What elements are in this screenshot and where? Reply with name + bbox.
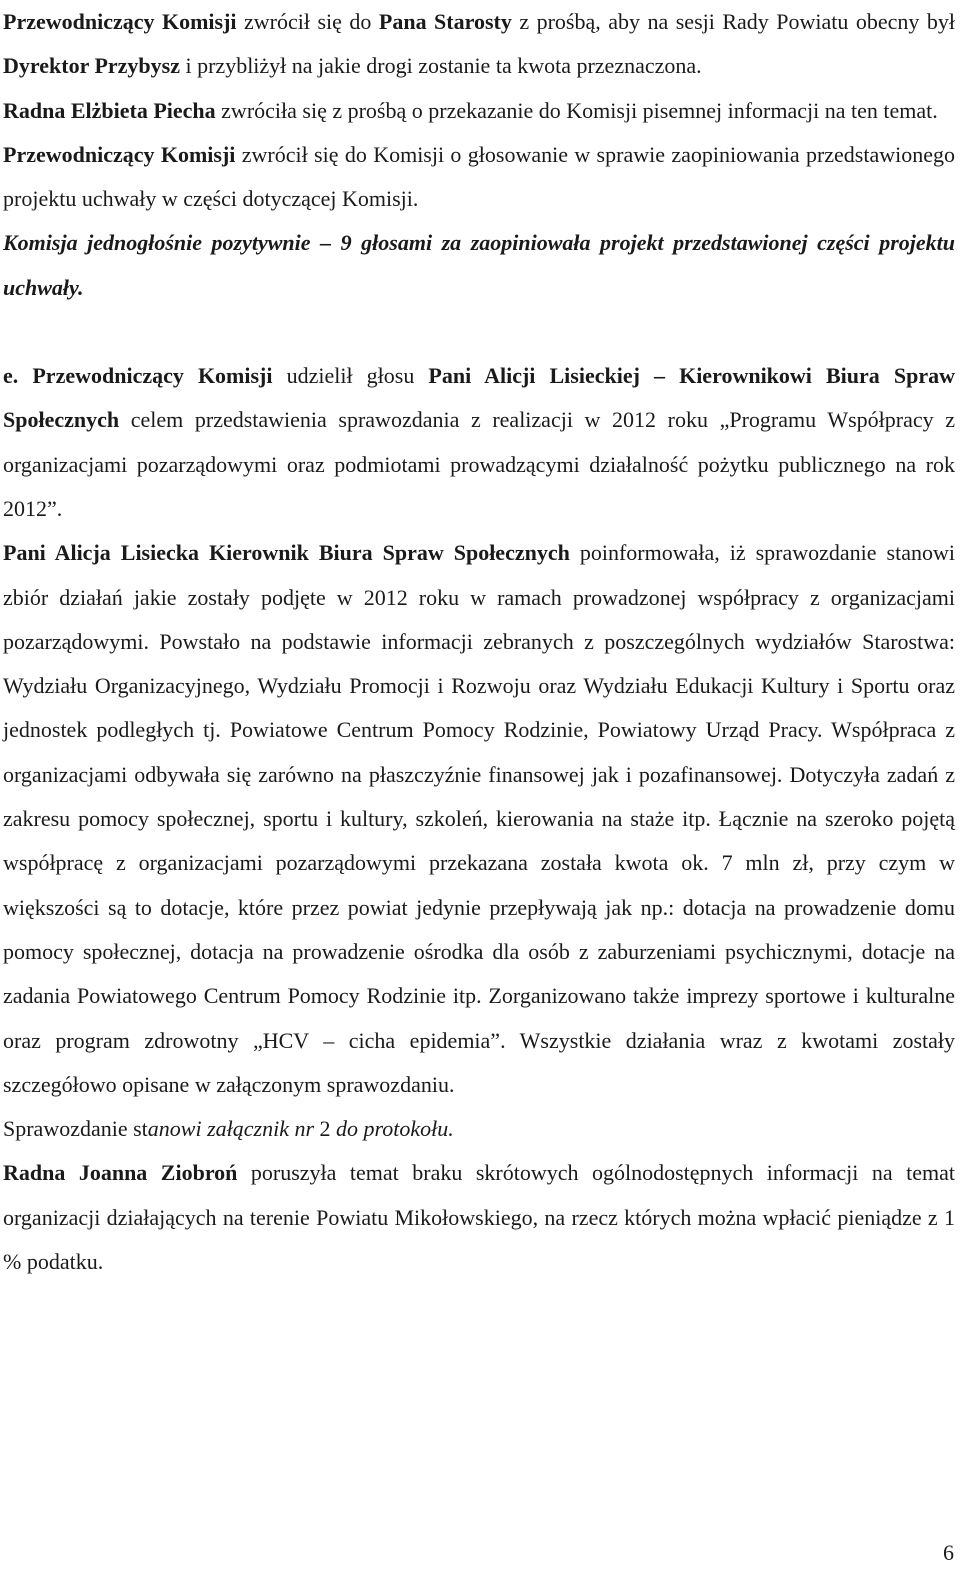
text-segment: Pana Starosty — [378, 9, 512, 34]
text-segment: poinformowała, iż sprawozdanie stanowi zbiór działań jakie zostały podjęte w 2012 roku w ramach prowadzonej współpracy z organizacjami pozarządowymi. Powstało na podstawie informacji zebranych z poszczególnych wydziałów Starostwa: Wydziału Organizacyjnego, Wydziału Promocji i Rozwoju oraz Wydziału Edukacji Kultury i Sportu oraz jednostek podległych tj. Powiatowe Centrum Pomocy Rodzinie, Powiatowy Urząd Pracy. Współpraca z organizacjami odbywała się zarówno na płaszczyźnie finansowej jak i pozafinansowej. Dotyczyła zadań z zakresu pomocy społecznej, sportu i kultury, szkoleń, kierowania na staże itp. Łącznie na szeroko pojętą współpracę z organizacjami pozarządowymi przekazana została kwota ok. 7 mln zł, przy czym w większości są to dotacje, które przez powiat jedynie przepływają jak np.: dotacja na prowadzenie domu pomocy społecznej, dotacja na prowadzenie ośrodka dla osób z zaburzeniami psychicznymi, dotacje na zadania Powiatowego Centrum Pomocy Rodzinie itp. Zorganizowano także imprezy sportowe i kulturalne oraz program zdrowotny „HCV – cicha epidemia”. Wszystkie działania wraz z kwotami zostały szczegółowo opisane w załączonym sprawozdaniu. — [3, 540, 955, 1097]
text-segment: poruszyła temat braku skrótowych ogólnodostępnych informacji na temat organizacji działających na terenie Powiatu Mikołowskiego, na rzecz których można wpłacić pieniądze z 1 % podatku. — [3, 1160, 956, 1275]
paragraph-p6 — [3, 531, 955, 1107]
text-segment: Pani Alicji Lisieckiej – Kierownikowi Biura Spraw Społecznych — [3, 363, 955, 433]
text-segment: do protokołu. — [336, 1116, 454, 1142]
text-segment: zwróciła się z prośbą o przekazanie do Komisji pisemnej informacji na ten temat. — [215, 97, 938, 123]
paragraph-p4 — [3, 221, 955, 310]
text-segment: Radna Elżbieta Piecha — [3, 97, 216, 123]
text-segment: Dyrektor Przybysz — [3, 53, 180, 79]
paragraph-p1 — [3, 0, 955, 89]
paragraph-p5 — [3, 354, 955, 531]
text-segment: e. — [3, 363, 33, 389]
text-segment: Przewodniczący Komisji — [3, 9, 237, 34]
text-segment: z prośbą, aby na sesji Rady Powiatu obecny był — [511, 9, 955, 34]
text-segment: i przybliżył na jakie drogi zostanie ta kwota przeznaczona. — [179, 53, 702, 79]
page-number: 6 — [943, 1540, 954, 1565]
document-page — [3, 0, 955, 1284]
paragraph-p7 — [3, 1107, 955, 1151]
text-segment: zwrócił się do — [236, 9, 379, 34]
text-segment: udzielił głosu — [272, 363, 429, 389]
text-segment: 2 — [314, 1116, 337, 1142]
text-segment: Komisja jednogłośnie pozytywnie – 9 głosami za zaopiniowała projekt przedstawionej części projektu uchwały. — [3, 230, 955, 300]
text-segment: Radna Joanna Ziobroń — [3, 1160, 238, 1186]
text-segment: Przewodniczący Komisji — [3, 141, 236, 167]
document-body — [3, 0, 955, 1284]
text-segment: celem przedstawienia sprawozdania z realizacji w 2012 roku „Programu Współpracy z organizacjami pozarządowymi oraz podmiotami prowadzącymi działalność pożytku publicznego na rok 2012”. — [3, 407, 955, 521]
paragraph-p3 — [3, 133, 955, 222]
paragraph-p8 — [3, 1151, 955, 1284]
paragraph-p2 — [3, 89, 955, 133]
paragraph-spacer — [3, 310, 955, 354]
text-segment: Sprawozdanie st — [3, 1116, 148, 1142]
text-segment: Pani Alicja Lisiecka Kierownik Biura Spraw Społecznych — [3, 540, 570, 566]
text-segment: Przewodniczący Komisji — [32, 363, 273, 389]
text-segment: zwrócił się do Komisji o głosowanie w sprawie zaopiniowania przedstawionego projektu uchwały w części dotyczącej Komisji. — [3, 141, 955, 212]
text-segment: anowi załącznik nr — [147, 1116, 315, 1142]
